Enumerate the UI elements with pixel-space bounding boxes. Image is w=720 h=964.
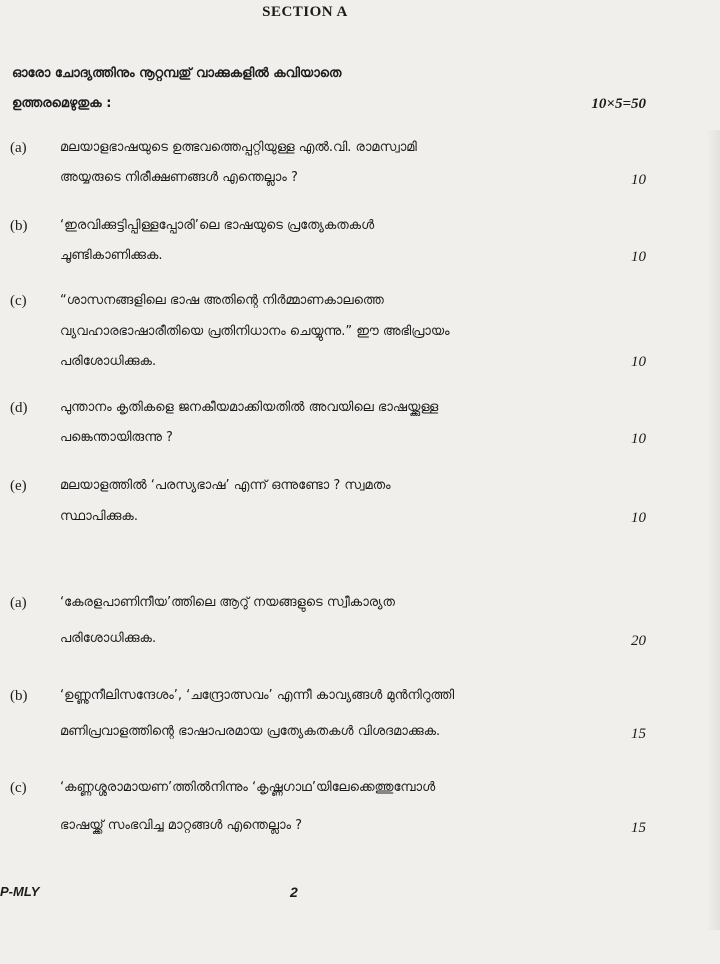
question-text-line: പുന്താനം കൃതികളെ ജനകീയമാക്കിയതിൽ അവയിലെ ഭാഷയ്ക്കുള്ള — [60, 400, 439, 415]
question-marks: 20 — [631, 633, 646, 649]
question-text-line: അയ്യരുടെ നിരീക്ഷണങ്ങൾ എന്തെല്ലാം ? — [60, 170, 298, 185]
scan-edge-shadow — [706, 130, 720, 930]
question-text-line: മണിപ്രവാളത്തിന്റെ ഭാഷാപരമായ പ്രത്യേകതകൾ വിശദമാക്കുക. — [60, 724, 441, 739]
question-label: (c) — [10, 293, 27, 309]
question-label: (a) — [10, 595, 27, 611]
paper-code: P-MLY — [0, 884, 40, 899]
question-text-line: ‘ഉണ്ണുനീലിസന്ദേശം’, ‘ചന്ദ്രോത്സവം’ എന്നീ കാവ്യങ്ങൾ മുൻനിറുത്തി — [60, 688, 455, 703]
question-marks: 10 — [631, 354, 646, 370]
question-label: (e) — [10, 478, 27, 494]
question-marks: 15 — [631, 726, 646, 742]
question-label: (b) — [10, 218, 28, 234]
question-text-line: പരിശോധിക്കുക. — [60, 354, 157, 369]
question-text-line: ‘ഇരവിക്കുട്ടിപ്പിള്ളപ്പോരി’ലെ ഭാഷയുടെ പ്രത്യേകതകൾ — [60, 218, 375, 233]
instruction-line-1: ഓരോ ചോദ്യത്തിനും നൂറ്റമ്പതു് വാക്കുകളിൽ കവിയാതെ — [12, 66, 342, 81]
question-marks: 10 — [631, 510, 646, 526]
question-text-line: മലയാളത്തിൽ ‘പരസ്യഭാഷ’ എന്ന് ഒന്നുണ്ടോ ? സ്വമതം — [60, 478, 391, 493]
question-marks: 10 — [631, 249, 646, 265]
question-label: (c) — [10, 780, 27, 796]
question-label: (b) — [10, 688, 28, 704]
question-text-line: പങ്കെന്തായിരുന്നു ? — [60, 430, 173, 445]
instruction-line-2: ഉത്തരമെഴുതുക : — [12, 96, 112, 111]
question-marks: 10 — [631, 431, 646, 447]
question-marks: 10 — [631, 172, 646, 188]
question-text-line: മലയാളഭാഷയുടെ ഉത്ഭവത്തെപ്പറ്റിയുള്ള എൽ.വി. രാമസ്വാമി — [60, 140, 417, 155]
question-text-line: വ്യവഹാരഭാഷാരീതിയെ പ്രതിനിധാനം ചെയ്യുന്നു.” ഈ അഭിപ്രായം — [60, 324, 450, 339]
instruction-marks: 10×5=50 — [591, 96, 646, 112]
question-marks: 15 — [631, 820, 646, 836]
question-text-line: ‘കണ്ണശ്ശരാമായണ’ത്തിൽനിന്നും ‘കൃഷ്ണഗാഥ’യിലേക്കെത്തുമ്പോൾ — [60, 780, 436, 795]
question-label: (a) — [10, 140, 27, 156]
question-text-line: ഭാഷയ്ക്ക് സംഭവിച്ച മാറ്റങ്ങൾ എന്തെല്ലാം ? — [60, 818, 303, 833]
question-text-line: ചൂണ്ടികാണിക്കുക. — [60, 248, 163, 263]
section-title: SECTION A — [262, 4, 348, 20]
question-text-line: സ്ഥാപിക്കുക. — [60, 509, 138, 524]
question-text-line: പരിശോധിക്കുക. — [60, 631, 157, 646]
question-label: (d) — [10, 400, 28, 416]
question-text-line: “ശാസനങ്ങളിലെ ഭാഷ അതിന്റെ നിർമ്മാണകാലത്തെ — [60, 293, 384, 308]
page-number: 2 — [290, 884, 298, 900]
question-text-line: ‘കേരളപാണിനീയ’ത്തിലെ ആറു് നയങ്ങളുടെ സ്വീകാര്യത — [60, 595, 395, 610]
